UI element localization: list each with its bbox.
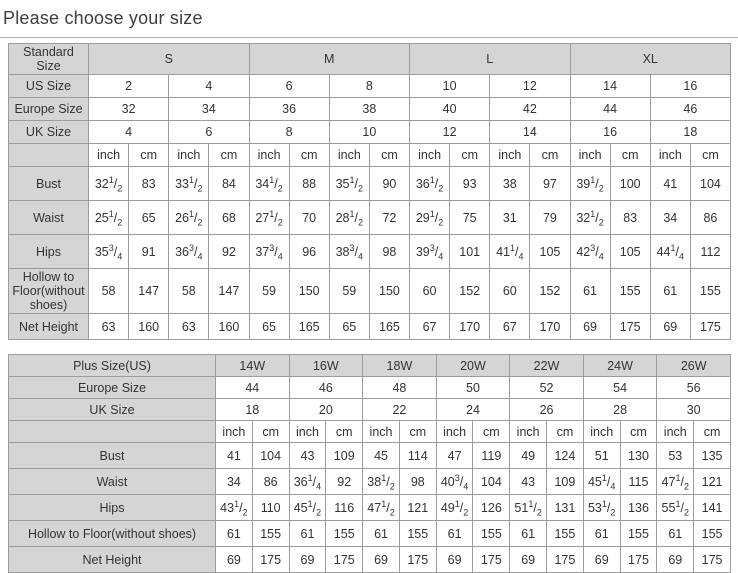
measure-value-cell: 155 bbox=[473, 521, 510, 547]
measure-value-cell: 175 bbox=[620, 547, 657, 573]
size-group-header-cell: S bbox=[89, 44, 250, 75]
measure-value-cell: 38 bbox=[490, 167, 530, 201]
size-group-header-cell: 22W bbox=[510, 355, 584, 377]
standard-size-table bbox=[8, 43, 731, 340]
unit-header-cell: inch bbox=[410, 144, 450, 167]
measure-value-cell: 61 bbox=[363, 521, 400, 547]
row-label: US Size bbox=[9, 75, 89, 98]
measure-value-cell: 105 bbox=[530, 235, 570, 269]
measure-value-cell: 175 bbox=[690, 314, 730, 340]
size-value-cell: 18 bbox=[650, 121, 730, 144]
measure-value-cell: 98 bbox=[369, 235, 409, 269]
row-label: Hollow to Floor(without shoes) bbox=[9, 521, 216, 547]
measure-value-cell: 58 bbox=[169, 269, 209, 314]
measure-value-cell: 61 bbox=[510, 521, 547, 547]
measure-value-cell: 86 bbox=[690, 201, 730, 235]
size-value-cell: 48 bbox=[363, 377, 437, 399]
measure-value-cell: $32^1/_2$ bbox=[89, 167, 129, 201]
page-title: Please choose your size bbox=[3, 8, 203, 28]
measure-value-cell: $29^1/_2$ bbox=[410, 201, 450, 235]
unit-header-cell: cm bbox=[530, 144, 570, 167]
unit-header-cell: cm bbox=[450, 144, 490, 167]
measure-value-cell: 75 bbox=[450, 201, 490, 235]
size-group-header-cell: 14W bbox=[216, 355, 290, 377]
measure-value-cell: 61 bbox=[436, 521, 473, 547]
measure-value-cell: 69 bbox=[289, 547, 326, 573]
unit-header-cell: inch bbox=[289, 421, 326, 443]
measure-value-cell: 41 bbox=[216, 443, 253, 469]
measure-value-cell: 69 bbox=[436, 547, 473, 573]
measure-value-cell: 150 bbox=[369, 269, 409, 314]
size-value-cell: 2 bbox=[89, 75, 169, 98]
unit-header-cell: cm bbox=[252, 421, 289, 443]
measure-value-cell: $27^1/_2$ bbox=[249, 201, 289, 235]
measure-value-cell: $41^1/_4$ bbox=[490, 235, 530, 269]
measure-value-cell: 175 bbox=[252, 547, 289, 573]
measure-value-cell: $40^3/_4$ bbox=[436, 469, 473, 495]
measure-value-cell: 91 bbox=[129, 235, 169, 269]
measure-value-cell: 61 bbox=[570, 269, 610, 314]
size-value-cell: 8 bbox=[329, 75, 409, 98]
size-value-cell: 34 bbox=[169, 98, 249, 121]
measure-value-cell: 155 bbox=[690, 269, 730, 314]
unit-header-cell: inch bbox=[657, 421, 694, 443]
measure-value-cell: 83 bbox=[129, 167, 169, 201]
measure-value-cell: 152 bbox=[530, 269, 570, 314]
measure-value-cell: $34^1/_2$ bbox=[249, 167, 289, 201]
measure-value-cell: 116 bbox=[326, 495, 363, 521]
table-row bbox=[9, 75, 731, 98]
measure-value-cell: 88 bbox=[289, 167, 329, 201]
plus-size-table bbox=[8, 354, 731, 573]
unit-header-cell: cm bbox=[690, 144, 730, 167]
measure-value-cell: 147 bbox=[129, 269, 169, 314]
measure-value-cell: 98 bbox=[399, 469, 436, 495]
measure-value-cell: 155 bbox=[620, 521, 657, 547]
measure-value-cell: $38^1/_2$ bbox=[363, 469, 400, 495]
measure-value-cell: 63 bbox=[89, 314, 129, 340]
measure-value-cell: 41 bbox=[650, 167, 690, 201]
unit-header-cell: cm bbox=[129, 144, 169, 167]
size-value-cell: 12 bbox=[410, 121, 490, 144]
size-value-cell: 42 bbox=[490, 98, 570, 121]
unit-header-cell: inch bbox=[249, 144, 289, 167]
row-label: Bust bbox=[9, 443, 216, 469]
table-row bbox=[9, 443, 731, 469]
row-label: Bust bbox=[9, 167, 89, 201]
measure-value-cell: 70 bbox=[289, 201, 329, 235]
measure-value-cell: 53 bbox=[657, 443, 694, 469]
unit-header-cell: cm bbox=[289, 144, 329, 167]
size-value-cell: 50 bbox=[436, 377, 510, 399]
row-label: Europe Size bbox=[9, 377, 216, 399]
row-label: Hips bbox=[9, 235, 89, 269]
measure-value-cell: 112 bbox=[690, 235, 730, 269]
measure-value-cell: 49 bbox=[510, 443, 547, 469]
size-value-cell: 14 bbox=[570, 75, 650, 98]
measure-value-cell: 175 bbox=[694, 547, 731, 573]
measure-value-cell: $35^3/_4$ bbox=[89, 235, 129, 269]
row-label bbox=[9, 421, 216, 443]
size-value-cell: 20 bbox=[289, 399, 363, 421]
measure-value-cell: 109 bbox=[326, 443, 363, 469]
measure-value-cell: $49^1/_2$ bbox=[436, 495, 473, 521]
measure-value-cell: 45 bbox=[363, 443, 400, 469]
measure-value-cell: 69 bbox=[583, 547, 620, 573]
measure-value-cell: 147 bbox=[209, 269, 249, 314]
measure-value-cell: 96 bbox=[289, 235, 329, 269]
size-value-cell: 10 bbox=[410, 75, 490, 98]
measure-value-cell: $51^1/_2$ bbox=[510, 495, 547, 521]
table-row bbox=[9, 495, 731, 521]
table-row bbox=[9, 121, 731, 144]
measure-value-cell: $53^1/_2$ bbox=[583, 495, 620, 521]
measure-value-cell: 34 bbox=[650, 201, 690, 235]
row-label: Hollow to Floor(without shoes) bbox=[9, 269, 89, 314]
measure-value-cell: 69 bbox=[570, 314, 610, 340]
size-value-cell: 46 bbox=[650, 98, 730, 121]
measure-value-cell: $26^1/_2$ bbox=[169, 201, 209, 235]
measure-value-cell: 101 bbox=[450, 235, 490, 269]
measure-value-cell: $45^1/_4$ bbox=[583, 469, 620, 495]
measure-value-cell: 43 bbox=[510, 469, 547, 495]
size-value-cell: 4 bbox=[169, 75, 249, 98]
measure-value-cell: $32^1/_2$ bbox=[570, 201, 610, 235]
row-label: Europe Size bbox=[9, 98, 89, 121]
measure-value-cell: 175 bbox=[473, 547, 510, 573]
measure-value-cell: 97 bbox=[530, 167, 570, 201]
size-group-header-cell: 24W bbox=[583, 355, 657, 377]
measure-value-cell: 84 bbox=[209, 167, 249, 201]
row-label: UK Size bbox=[9, 121, 89, 144]
measure-value-cell: 104 bbox=[252, 443, 289, 469]
measure-value-cell: $45^1/_2$ bbox=[289, 495, 326, 521]
measure-value-cell: 59 bbox=[329, 269, 369, 314]
measure-value-cell: 105 bbox=[610, 235, 650, 269]
table-row bbox=[9, 167, 731, 201]
measure-value-cell: 83 bbox=[610, 201, 650, 235]
measure-value-cell: 110 bbox=[252, 495, 289, 521]
measure-value-cell: 60 bbox=[410, 269, 450, 314]
measure-value-cell: 69 bbox=[363, 547, 400, 573]
size-group-header-cell: 20W bbox=[436, 355, 510, 377]
size-value-cell: 16 bbox=[570, 121, 650, 144]
measure-value-cell: 175 bbox=[547, 547, 584, 573]
measure-value-cell: 61 bbox=[657, 521, 694, 547]
unit-header-cell: cm bbox=[326, 421, 363, 443]
measure-value-cell: 126 bbox=[473, 495, 510, 521]
table-row bbox=[9, 269, 731, 314]
measure-value-cell: 175 bbox=[610, 314, 650, 340]
size-value-cell: 46 bbox=[289, 377, 363, 399]
measure-value-cell: 170 bbox=[450, 314, 490, 340]
measure-value-cell: 114 bbox=[399, 443, 436, 469]
measure-value-cell: 65 bbox=[329, 314, 369, 340]
table-row bbox=[9, 44, 731, 75]
size-value-cell: 44 bbox=[570, 98, 650, 121]
size-value-cell: 12 bbox=[490, 75, 570, 98]
measure-value-cell: 135 bbox=[694, 443, 731, 469]
unit-header-cell: inch bbox=[363, 421, 400, 443]
measure-value-cell: 61 bbox=[583, 521, 620, 547]
unit-header-cell: cm bbox=[473, 421, 510, 443]
measure-value-cell: $55^1/_2$ bbox=[657, 495, 694, 521]
size-value-cell: 6 bbox=[169, 121, 249, 144]
measure-value-cell: 86 bbox=[252, 469, 289, 495]
size-group-header-cell: M bbox=[249, 44, 410, 75]
measure-value-cell: 58 bbox=[89, 269, 129, 314]
measure-value-cell: 136 bbox=[620, 495, 657, 521]
measure-value-cell: $36^1/_2$ bbox=[410, 167, 450, 201]
unit-header-cell: inch bbox=[650, 144, 690, 167]
unit-header-cell: inch bbox=[510, 421, 547, 443]
row-label: Standard Size bbox=[9, 44, 89, 75]
table-row bbox=[9, 98, 731, 121]
table-row bbox=[9, 377, 731, 399]
unit-header-cell: cm bbox=[694, 421, 731, 443]
measure-value-cell: 47 bbox=[436, 443, 473, 469]
unit-header-cell: inch bbox=[583, 421, 620, 443]
measure-value-cell: 61 bbox=[650, 269, 690, 314]
measure-value-cell: 69 bbox=[657, 547, 694, 573]
measure-value-cell: 155 bbox=[399, 521, 436, 547]
table-row bbox=[9, 469, 731, 495]
measure-value-cell: $25^1/_2$ bbox=[89, 201, 129, 235]
size-value-cell: 56 bbox=[657, 377, 731, 399]
table-row bbox=[9, 421, 731, 443]
row-label bbox=[9, 144, 89, 167]
row-label: Waist bbox=[9, 201, 89, 235]
unit-header-cell: cm bbox=[620, 421, 657, 443]
size-group-header-cell: 16W bbox=[289, 355, 363, 377]
measure-value-cell: $37^3/_4$ bbox=[249, 235, 289, 269]
unit-header-cell: cm bbox=[209, 144, 249, 167]
unit-header-cell: cm bbox=[399, 421, 436, 443]
size-value-cell: 40 bbox=[410, 98, 490, 121]
row-label: Net Height bbox=[9, 314, 89, 340]
measure-value-cell: 155 bbox=[610, 269, 650, 314]
size-value-cell: 4 bbox=[89, 121, 169, 144]
measure-value-cell: 68 bbox=[209, 201, 249, 235]
unit-header-cell: inch bbox=[490, 144, 530, 167]
row-label: Plus Size(US) bbox=[9, 355, 216, 377]
measure-value-cell: 63 bbox=[169, 314, 209, 340]
size-value-cell: 8 bbox=[249, 121, 329, 144]
measure-value-cell: $28^1/_2$ bbox=[329, 201, 369, 235]
size-value-cell: 14 bbox=[490, 121, 570, 144]
size-value-cell: 52 bbox=[510, 377, 584, 399]
unit-header-cell: inch bbox=[216, 421, 253, 443]
table-row bbox=[9, 355, 731, 377]
measure-value-cell: 67 bbox=[490, 314, 530, 340]
measure-value-cell: 119 bbox=[473, 443, 510, 469]
measure-value-cell: 152 bbox=[450, 269, 490, 314]
measure-value-cell: $36^1/_4$ bbox=[289, 469, 326, 495]
measure-value-cell: 150 bbox=[289, 269, 329, 314]
measure-value-cell: 90 bbox=[369, 167, 409, 201]
size-value-cell: 32 bbox=[89, 98, 169, 121]
measure-value-cell: 104 bbox=[690, 167, 730, 201]
measure-value-cell: $33^1/_2$ bbox=[169, 167, 209, 201]
table-row bbox=[9, 144, 731, 167]
size-group-header-cell: 26W bbox=[657, 355, 731, 377]
title-divider bbox=[0, 37, 738, 38]
measure-value-cell: 31 bbox=[490, 201, 530, 235]
size-guide-page bbox=[0, 8, 738, 573]
row-label: Waist bbox=[9, 469, 216, 495]
table-row bbox=[9, 235, 731, 269]
measure-value-cell: 155 bbox=[326, 521, 363, 547]
measure-value-cell: 121 bbox=[399, 495, 436, 521]
size-value-cell: 38 bbox=[329, 98, 409, 121]
measure-value-cell: 175 bbox=[399, 547, 436, 573]
measure-value-cell: 93 bbox=[450, 167, 490, 201]
measure-value-cell: 65 bbox=[129, 201, 169, 235]
measure-value-cell: 92 bbox=[326, 469, 363, 495]
measure-value-cell: 65 bbox=[249, 314, 289, 340]
measure-value-cell: 59 bbox=[249, 269, 289, 314]
measure-value-cell: $39^3/_4$ bbox=[410, 235, 450, 269]
unit-header-cell: cm bbox=[610, 144, 650, 167]
measure-value-cell: 61 bbox=[289, 521, 326, 547]
size-value-cell: 24 bbox=[436, 399, 510, 421]
measure-value-cell: 79 bbox=[530, 201, 570, 235]
measure-value-cell: $43^1/_2$ bbox=[216, 495, 253, 521]
table-row bbox=[9, 201, 731, 235]
measure-value-cell: 155 bbox=[694, 521, 731, 547]
unit-header-cell: inch bbox=[570, 144, 610, 167]
size-value-cell: 6 bbox=[249, 75, 329, 98]
measure-value-cell: 160 bbox=[129, 314, 169, 340]
size-value-cell: 54 bbox=[583, 377, 657, 399]
measure-value-cell: $47^1/_2$ bbox=[363, 495, 400, 521]
measure-value-cell: 131 bbox=[547, 495, 584, 521]
measure-value-cell: 130 bbox=[620, 443, 657, 469]
size-value-cell: 26 bbox=[510, 399, 584, 421]
measure-value-cell: 67 bbox=[410, 314, 450, 340]
measure-value-cell: 72 bbox=[369, 201, 409, 235]
measure-value-cell: $38^3/_4$ bbox=[329, 235, 369, 269]
size-group-header-cell: 18W bbox=[363, 355, 437, 377]
table-row bbox=[9, 521, 731, 547]
unit-header-cell: inch bbox=[169, 144, 209, 167]
measure-value-cell: 104 bbox=[473, 469, 510, 495]
measure-value-cell: 109 bbox=[547, 469, 584, 495]
measure-value-cell: $36^3/_4$ bbox=[169, 235, 209, 269]
size-group-header-cell: L bbox=[410, 44, 571, 75]
measure-value-cell: $42^3/_4$ bbox=[570, 235, 610, 269]
measure-value-cell: 92 bbox=[209, 235, 249, 269]
table-row bbox=[9, 399, 731, 421]
row-label: UK Size bbox=[9, 399, 216, 421]
measure-value-cell: $39^1/_2$ bbox=[570, 167, 610, 201]
measure-value-cell: 69 bbox=[216, 547, 253, 573]
unit-header-cell: cm bbox=[547, 421, 584, 443]
measure-value-cell: 69 bbox=[650, 314, 690, 340]
measure-value-cell: 124 bbox=[547, 443, 584, 469]
row-label: Net Height bbox=[9, 547, 216, 573]
measure-value-cell: 100 bbox=[610, 167, 650, 201]
measure-value-cell: 155 bbox=[252, 521, 289, 547]
measure-value-cell: 121 bbox=[694, 469, 731, 495]
table-row bbox=[9, 314, 731, 340]
measure-value-cell: 160 bbox=[209, 314, 249, 340]
size-value-cell: 18 bbox=[216, 399, 290, 421]
measure-value-cell: 175 bbox=[326, 547, 363, 573]
measure-value-cell: 60 bbox=[490, 269, 530, 314]
unit-header-cell: inch bbox=[436, 421, 473, 443]
measure-value-cell: 170 bbox=[530, 314, 570, 340]
unit-header-cell: cm bbox=[369, 144, 409, 167]
size-value-cell: 44 bbox=[216, 377, 290, 399]
size-value-cell: 10 bbox=[329, 121, 409, 144]
measure-value-cell: 115 bbox=[620, 469, 657, 495]
measure-value-cell: 155 bbox=[547, 521, 584, 547]
measure-value-cell: $47^1/_2$ bbox=[657, 469, 694, 495]
measure-value-cell: 165 bbox=[369, 314, 409, 340]
measure-value-cell: $35^1/_2$ bbox=[329, 167, 369, 201]
size-value-cell: 36 bbox=[249, 98, 329, 121]
measure-value-cell: 34 bbox=[216, 469, 253, 495]
measure-value-cell: 51 bbox=[583, 443, 620, 469]
table-row bbox=[9, 547, 731, 573]
size-value-cell: 22 bbox=[363, 399, 437, 421]
measure-value-cell: 61 bbox=[216, 521, 253, 547]
size-value-cell: 16 bbox=[650, 75, 730, 98]
measure-value-cell: 43 bbox=[289, 443, 326, 469]
size-value-cell: 30 bbox=[657, 399, 731, 421]
measure-value-cell: 69 bbox=[510, 547, 547, 573]
measure-value-cell: 165 bbox=[289, 314, 329, 340]
unit-header-cell: inch bbox=[329, 144, 369, 167]
unit-header-cell: inch bbox=[89, 144, 129, 167]
size-group-header-cell: XL bbox=[570, 44, 731, 75]
measure-value-cell: 141 bbox=[694, 495, 731, 521]
measure-value-cell: $44^1/_4$ bbox=[650, 235, 690, 269]
size-value-cell: 28 bbox=[583, 399, 657, 421]
row-label: Hips bbox=[9, 495, 216, 521]
